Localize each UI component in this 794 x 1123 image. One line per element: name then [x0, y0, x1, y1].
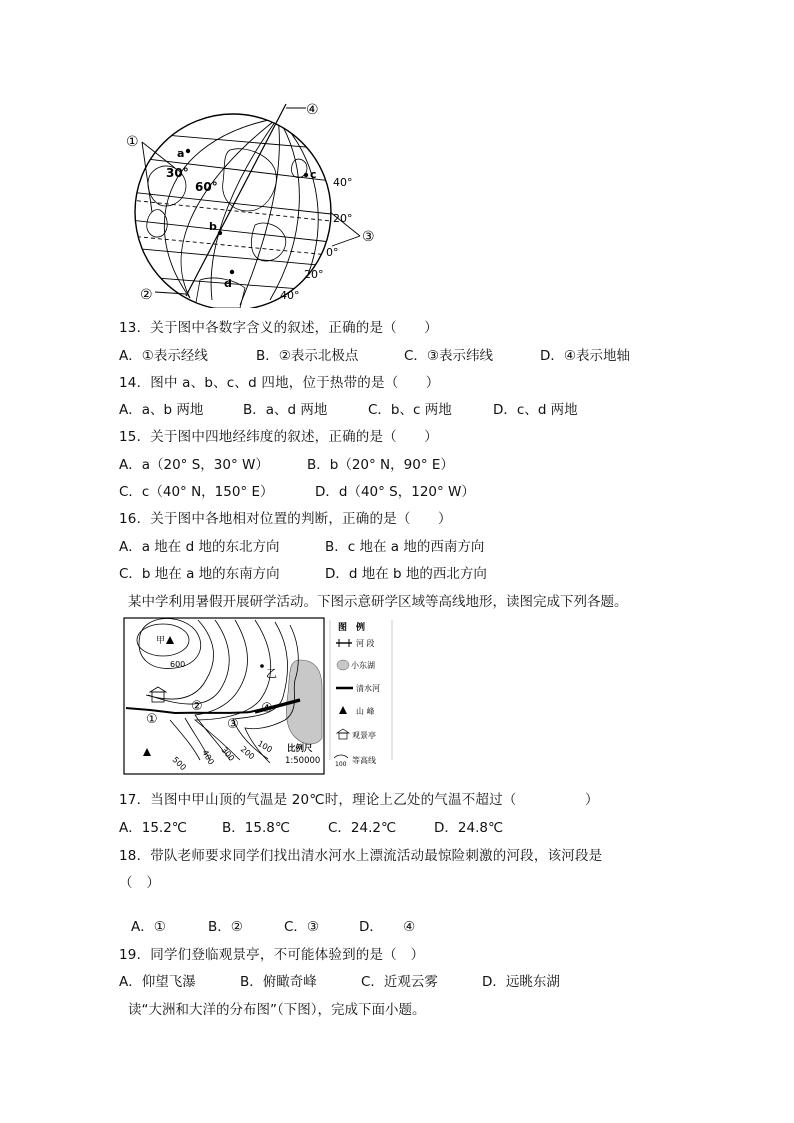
scale-value: 1:50000 — [285, 756, 321, 766]
question-options — [119, 344, 630, 364]
river-marker-1: ① — [146, 712, 158, 727]
legend-title: 图 例 — [338, 623, 366, 633]
question-options — [131, 915, 415, 935]
intro-paragraph-contour: 某中学利用暑假开展研学活动。下图示意研学区域等高线地形，读图完成下列各题。 — [128, 594, 628, 610]
intro-paragraph-continents: 读“大洲和大洋的分布图”（下图），完成下面小题。 — [128, 1002, 426, 1018]
legend-item-river: 清水河 — [356, 684, 380, 693]
legend-item-river-section: 河 段 — [356, 639, 375, 648]
option-c[interactable]: C．③ — [284, 919, 320, 935]
label-b: b — [209, 220, 217, 233]
legend-item-pavilion: 观景亭 — [352, 731, 376, 740]
option-b[interactable]: B．15.8℃ — [222, 820, 290, 836]
question-options — [119, 970, 560, 990]
label-lat-0: 0° — [326, 246, 339, 259]
option-d[interactable]: D．c、d 两地 — [493, 402, 578, 418]
contour-label-400: 400 — [200, 748, 216, 767]
label-lon-60: 60° — [195, 180, 218, 194]
question-options — [119, 535, 484, 555]
option-d[interactable]: D． ④ — [359, 919, 416, 935]
point-yi-label: 乙 — [266, 667, 277, 680]
option-d[interactable]: D．d 地在 b 地的西北方向 — [325, 566, 487, 582]
label-d: d — [224, 277, 232, 290]
river-marker-3: ③ — [227, 717, 239, 732]
option-b[interactable]: B．c 地在 a 地的西南方向 — [325, 539, 485, 555]
label-circle-1: ① — [126, 134, 139, 150]
option-a[interactable]: A．①表示经线 — [119, 348, 208, 364]
river-marker-4: ④ — [261, 701, 273, 716]
river-marker-2: ② — [191, 699, 203, 714]
label-circle-2: ② — [140, 287, 153, 303]
question-options — [119, 480, 475, 500]
contour-label-500: 500 — [170, 755, 188, 773]
option-b[interactable]: B．② — [208, 919, 243, 935]
point-a — [186, 149, 190, 153]
label-a: a — [177, 147, 185, 160]
label-lon-30: 30° — [166, 166, 189, 180]
option-c[interactable]: C．b 地在 a 地的东南方向 — [119, 566, 280, 582]
option-d[interactable]: D．24.8℃ — [434, 820, 504, 836]
option-c[interactable]: C．24.2℃ — [328, 820, 397, 836]
contour-label-100: 100 — [256, 738, 274, 755]
question-stem: 18．带队老师要求同学们找出清水河水上漂流活动最惊险刺激的河段，该河段是 — [119, 848, 603, 864]
point-b — [218, 231, 222, 235]
legend — [330, 620, 392, 768]
option-b[interactable]: B．a、d 两地 — [243, 402, 328, 418]
option-a[interactable]: A．a 地在 d 地的东北方向 — [119, 539, 280, 555]
question-options — [119, 562, 487, 582]
contour-label-600: 600 — [170, 660, 186, 669]
label-lat-20s: 20° — [304, 268, 324, 281]
label-lat-40s: 40° — [280, 289, 300, 302]
question-stem: 19．同学们登临观景亭，不可能体验到的是（ ） — [119, 947, 425, 963]
legend-contour-sample: 100 — [335, 761, 347, 768]
option-b[interactable]: B．俯瞰奇峰 — [240, 974, 317, 990]
option-a[interactable]: A．15.2℃ — [119, 820, 187, 836]
scale-title: 比例尺 — [287, 744, 313, 754]
option-c[interactable]: C．c（40° N，150° E） — [119, 484, 274, 500]
label-lat-40n: 40° — [333, 176, 353, 189]
option-c[interactable]: C．近观云雾 — [361, 974, 438, 990]
label-circle-4: ④ — [306, 102, 319, 118]
contour-label-300: 300 — [219, 745, 237, 763]
legend-item-lake: 小东湖 — [351, 661, 375, 670]
pointer-3 — [332, 236, 360, 246]
question-stem: 15．关于图中四地经纬度的叙述，正确的是（ ） — [119, 429, 438, 445]
contour-map-figure — [122, 616, 398, 776]
option-d[interactable]: D．④表示地轴 — [540, 348, 630, 364]
option-a[interactable]: A．a（20° S，30° W） — [119, 457, 269, 473]
question-stem: 17．当图中甲山顶的气温是 20℃时，理论上乙处的气温不超过（ ） — [119, 792, 599, 808]
question-stem: 16．关于图中各地相对位置的判断，正确的是（ ） — [119, 511, 452, 527]
option-a[interactable]: A．仰望飞瀑 — [119, 974, 196, 990]
option-b[interactable]: B．②表示北极点 — [256, 348, 359, 364]
label-lat-20n: 20° — [333, 212, 353, 225]
question-options — [119, 453, 454, 473]
question-options — [119, 816, 503, 836]
point-c — [304, 173, 308, 177]
option-a[interactable]: A．a、b 两地 — [119, 402, 204, 418]
point-d — [230, 270, 234, 274]
option-d[interactable]: D．d（40° S，120° W） — [315, 484, 475, 500]
peak-label: 甲 — [156, 636, 166, 646]
label-circle-3: ③ — [362, 229, 375, 245]
question-stem-continued: （ ） — [119, 875, 161, 891]
point-yi — [260, 664, 264, 668]
option-c[interactable]: C．b、c 两地 — [368, 402, 452, 418]
legend-item-peak: 山 峰 — [356, 707, 375, 716]
option-a[interactable]: A．① — [131, 919, 166, 935]
question-stem: 13．关于图中各数字含义的叙述，正确的是（ ） — [119, 320, 438, 336]
question-stem: 14．图中 a、b、c、d 四地，位于热带的是（ ） — [119, 375, 440, 391]
option-d[interactable]: D．远眺东湖 — [482, 974, 560, 990]
legend-item-contour: 等高线 — [352, 756, 376, 765]
label-c: c — [310, 168, 317, 181]
option-c[interactable]: C．③表示纬线 — [404, 348, 494, 364]
globe-figure — [118, 96, 390, 308]
option-b[interactable]: B．b（20° N，90° E） — [307, 457, 454, 473]
contour-label-200: 200 — [238, 744, 257, 762]
question-options — [119, 398, 578, 418]
